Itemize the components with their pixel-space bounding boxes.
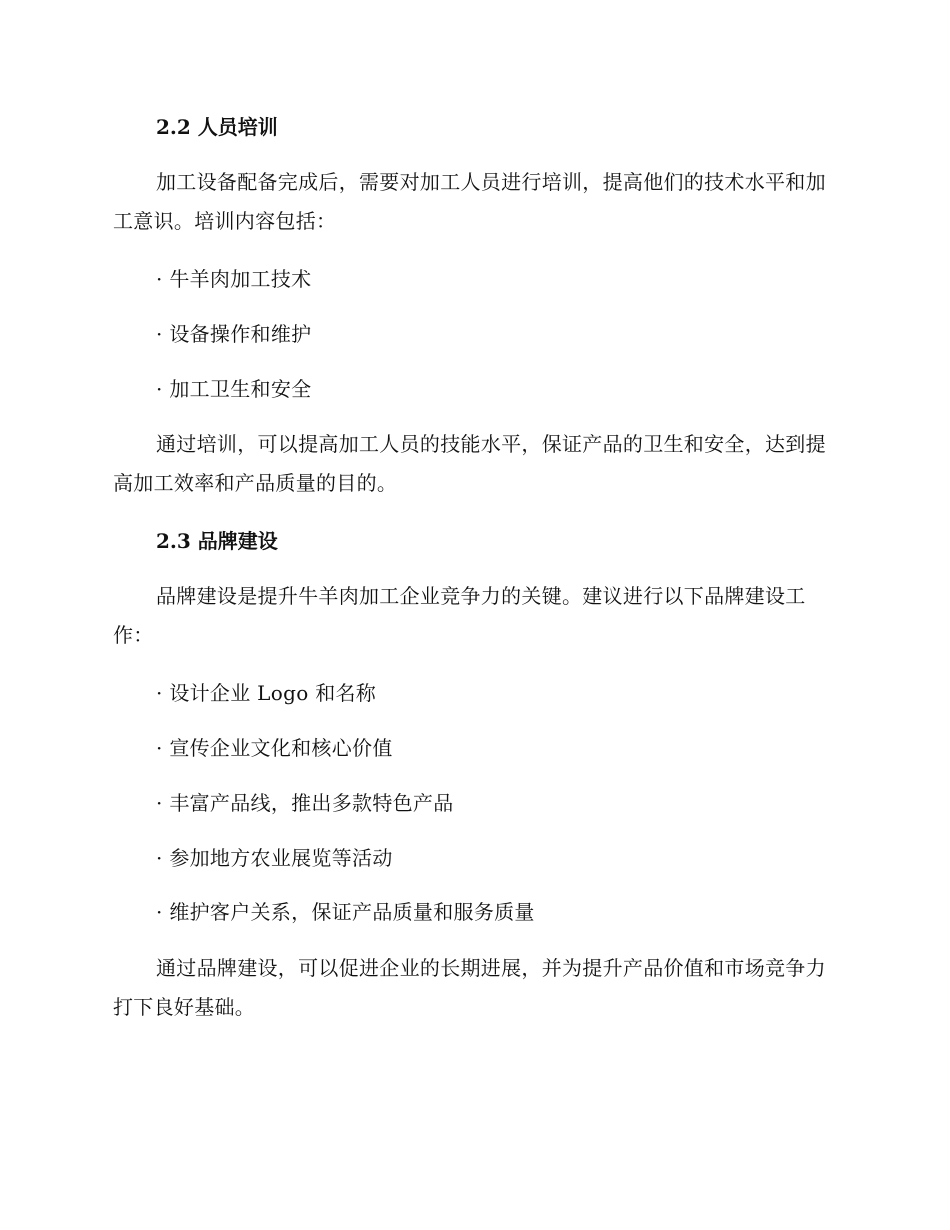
paragraph: 品牌建设是提升牛羊肉加工企业竞争力的关键。建议进行以下品牌建设工作： [113, 584, 806, 647]
bullet-item: · 参加地方农业展览等活动 [156, 846, 393, 870]
bullet-item: · 设备操作和维护 [156, 322, 312, 346]
bullet-item: · 丰富产品线，推出多款特色产品 [156, 791, 454, 815]
paragraph: 通过培训，可以提高加工人员的技能水平，保证产品的卫生和安全，达到提高加工效率和产品质量的目的。 [113, 432, 826, 495]
bullet-item: · 设计企业 Logo 和名称 [156, 681, 377, 705]
paragraph: 通过品牌建设，可以促进企业的长期进展，并为提升产品价值和市场竞争力打下良好基础。 [113, 956, 826, 1019]
bullet-item: · 维护客户关系，保证产品质量和服务质量 [156, 900, 535, 924]
section-heading: 2.2 人员培训 [156, 115, 278, 139]
bullet-item: · 牛羊肉加工技术 [156, 267, 312, 291]
paragraph: 加工设备配备完成后，需要对加工人员进行培训，提高他们的技术水平和加工意识。培训内容包括： [113, 170, 826, 233]
section-heading: 2.3 品牌建设 [156, 529, 278, 553]
bullet-item: · 加工卫生和安全 [156, 377, 312, 401]
bullet-item: · 宣传企业文化和核心价值 [156, 736, 393, 760]
